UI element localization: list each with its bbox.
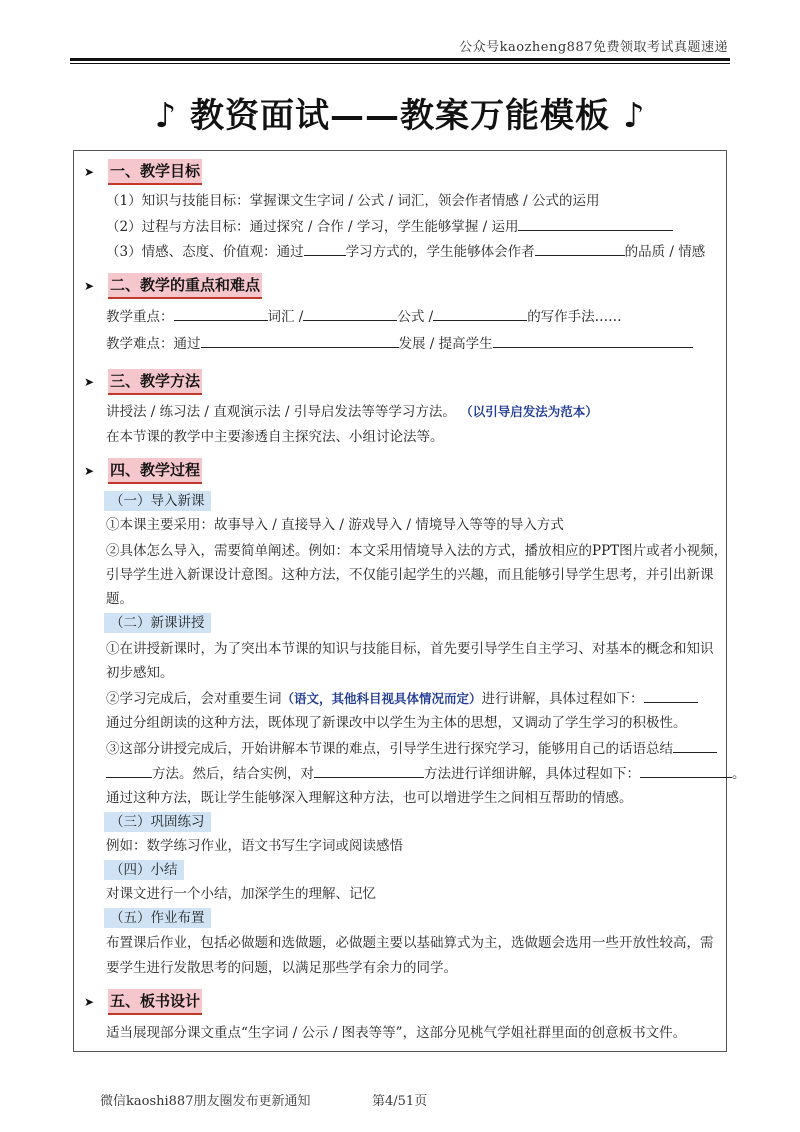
fill-blank <box>304 241 346 256</box>
intro-line-4: 题。 <box>106 591 133 607</box>
fill-blank <box>106 763 152 778</box>
lesson-line-3 <box>106 688 698 709</box>
lesson-line-5 <box>106 738 717 759</box>
lesson-line-1: ①在讲授新课时，为了突出本节课的知识与技能目标，首先要引导学生自主学习、对基本的概念和知识 <box>106 641 714 657</box>
lesson-text: 方法。然后，结合实例，对 <box>152 766 314 782</box>
lesson-line-7: 通过这种方法，既让学生能够深入理解这种方法，也可以增进学生之间相互帮助的情感。 <box>106 790 633 806</box>
arrow-bullet-icon: ➤ <box>84 279 95 293</box>
section-teaching-methods <box>84 369 202 395</box>
goal-knowledge: （1）知识与技能目标：掌握课文生字词 / 公式 / 词汇，领会作者情感 / 公式的运用 <box>106 193 600 209</box>
fill-blank <box>174 306 268 321</box>
fill-blank <box>314 763 424 778</box>
lesson-line-2: 初步感知。 <box>106 665 174 681</box>
fill-blank <box>518 216 673 231</box>
goal-process <box>106 216 673 237</box>
practice-line: 例如：数学练习作业，语文书写生字词或阅读感悟 <box>106 838 403 854</box>
arrow-bullet-icon: ➤ <box>84 995 95 1009</box>
lesson-line-6 <box>106 763 746 784</box>
subsection-new-lesson: （二）新课讲授 <box>104 613 211 633</box>
fill-blank <box>673 738 717 753</box>
lesson-plan-box <box>73 150 746 1052</box>
header-rule-thin <box>70 63 730 64</box>
fill-blank <box>433 306 527 321</box>
key-point-line <box>106 306 622 327</box>
subsection-intro: （一）导入新课 <box>104 491 211 511</box>
difficult-point-text-b: 发展 / 提高学生 <box>398 336 493 352</box>
goal-emotion-text-b: 学习方式的，学生能够体会作者 <box>345 244 535 260</box>
section-label: 四、教学过程 <box>108 458 202 484</box>
lesson-text: ②学习完成后，会对重要生词 <box>106 691 282 707</box>
goal-process-text: （2）过程与方法目标：通过探究 / 合作 / 学习，学生能够掌握 / 运用 <box>106 219 519 235</box>
methods-detail: 在本节课的教学中主要渗透自主探究法、小组讨论法等。 <box>106 429 444 445</box>
fill-blank <box>303 306 397 321</box>
intro-line-3: 引导学生进入新课设计意图。这种方法，不仅能引起学生的兴趣，而且能够引导学生思考，并引出新课 <box>106 567 714 583</box>
homework-line-2: 要学生进行发散思考的问题，以满足那些学有余力的同学。 <box>106 960 457 976</box>
lesson-text: ③这部分讲授完成后，开始讲解本节课的难点，引导学生进行探究学习，能够用自己的话语总结 <box>106 741 673 757</box>
difficult-point-text-a: 教学难点：通过 <box>106 336 201 352</box>
key-point-text-d: 的写作手法…… <box>527 309 622 325</box>
page-number: 第4/51页 <box>372 1094 428 1109</box>
intro-line-2: ②具体怎么导入，需要简单阐述。例如：本文采用情境导入法的方式，播放相应的PPT图片或者小视频， <box>106 543 728 559</box>
lesson-line-4: 通过分组朗读的这种方法，既体现了新课改中以学生为主体的思想，又调动了学生学习的积极性。 <box>106 715 687 731</box>
footer-notice: 微信kaoshi887朋友圈发布更新通知 <box>100 1094 311 1109</box>
lesson-text: 。 <box>732 766 746 782</box>
lesson-text: 进行讲解，具体过程如下： <box>481 691 644 707</box>
fill-blank <box>644 688 698 703</box>
section-board-design <box>84 989 202 1015</box>
homework-line-1: 布置课后作业，包括必做题和选做题，必做题主要以基础算式为主，选做题会选用一些开放性较高，需 <box>106 935 714 951</box>
arrow-bullet-icon: ➤ <box>84 165 95 179</box>
key-point-text-c: 公式 / <box>397 309 434 325</box>
subsection-summary: （四）小结 <box>104 860 184 880</box>
methods-line <box>106 402 598 422</box>
subsection-homework: （五）作业布置 <box>104 908 211 928</box>
key-point-text-a: 教学重点： <box>106 309 174 325</box>
section-teaching-process <box>84 458 202 484</box>
lesson-note: （语文，其他科目视具体情况而定） <box>281 691 482 706</box>
section-teaching-goals <box>84 159 202 185</box>
goal-emotion-text-c: 的品质 / 情感 <box>624 244 706 260</box>
fill-blank <box>493 333 693 348</box>
page-header-text: 公众号kaozheng887免费领取考试真题速递 <box>459 40 728 55</box>
goal-emotion-text-a: （3）情感、态度、价值观：通过 <box>106 244 304 260</box>
fill-blank <box>535 241 625 256</box>
arrow-bullet-icon: ➤ <box>84 375 95 389</box>
board-design-line: 适当展现部分课文重点“生字词 / 公示 / 图表等等”，这部分见桃气学姐社群里面的创意板书文件。 <box>106 1025 687 1041</box>
header-rule-thick <box>70 58 730 61</box>
methods-text: 讲授法 / 练习法 / 直观演示法 / 引导启发法等等学习方法。 <box>106 404 456 420</box>
lesson-text: 方法进行详细讲解，具体过程如下： <box>424 766 640 782</box>
arrow-bullet-icon: ➤ <box>84 464 95 478</box>
intro-line-1: ①本课主要采用：故事导入 / 直接导入 / 游戏导入 / 情境导入等等的导入方式 <box>106 517 564 533</box>
key-point-text-b: 词汇 / <box>267 309 304 325</box>
subsection-practice: （三）巩固练习 <box>104 812 211 832</box>
fill-blank <box>640 763 732 778</box>
section-label: 三、教学方法 <box>108 369 202 395</box>
section-label: 一、教学目标 <box>108 159 202 185</box>
page-title: ♪ 教资面试——教案万能模板 ♪ <box>154 96 646 136</box>
difficult-point-line <box>106 333 693 354</box>
fill-blank <box>201 333 399 348</box>
summary-line: 对课文进行一个小结，加深学生的理解、记忆 <box>106 886 376 902</box>
methods-note: （以引导启发法为范本） <box>460 404 598 419</box>
section-label: 二、教学的重点和难点 <box>108 273 262 299</box>
section-label: 五、板书设计 <box>108 989 202 1015</box>
goal-emotion <box>106 241 705 262</box>
section-key-points <box>84 273 262 299</box>
